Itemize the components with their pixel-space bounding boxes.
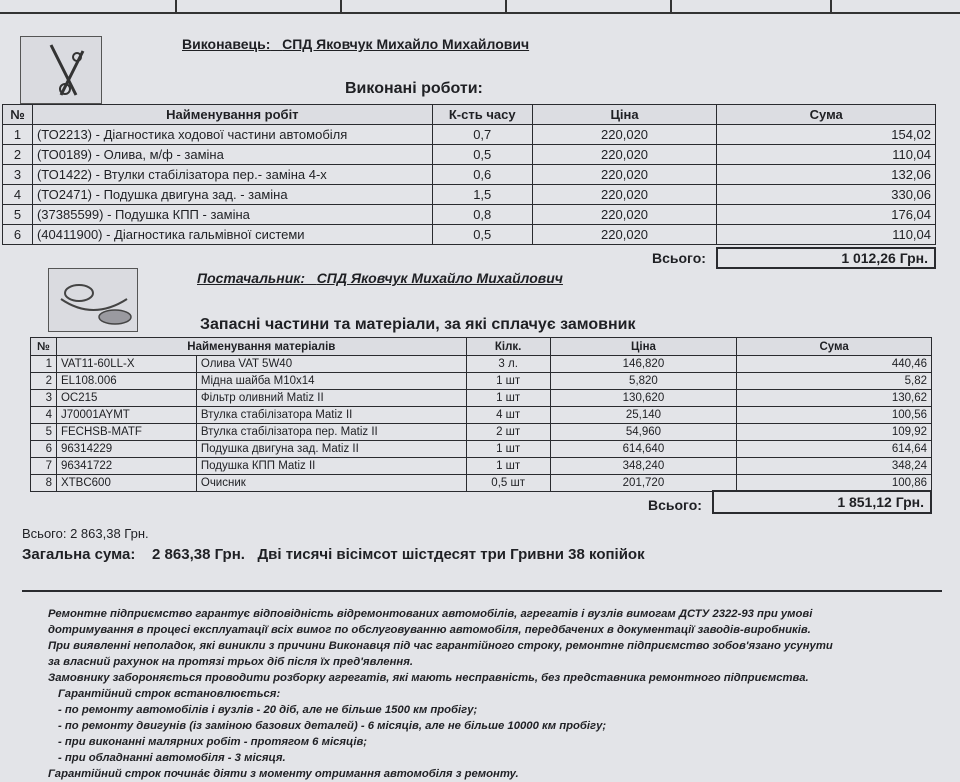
work-sum: 110,04	[717, 225, 936, 245]
guarantee-line: - по ремонту автомобілів і вузлів - 20 діб, але не більше 1500 км пробігу;	[58, 704, 478, 716]
works-total-value: 1 012,26 Грн.	[716, 247, 936, 269]
work-hours: 0,5	[432, 145, 532, 165]
table-row	[3, 185, 936, 205]
work-name: (37385599) - Подушка КПП - заміна	[32, 205, 432, 225]
col-number: №	[3, 105, 33, 125]
col-material-name: Найменування матеріалів	[56, 338, 466, 356]
guarantee-line: Ремонтне підприємство гарантує відповідність відремонтованих автомобілів, агрегатів і вузлів вимогам ДСТУ 2322-93 при умові	[48, 608, 813, 620]
work-hours: 0,8	[432, 205, 532, 225]
parts-logo-icon	[48, 268, 138, 332]
row-number: 5	[31, 424, 57, 441]
work-sum: 154,02	[717, 125, 936, 145]
parts-title: Запасні частини та матеріали, за які сплачує замовник	[200, 316, 636, 333]
table-row	[3, 165, 936, 185]
top-table-edge	[0, 0, 960, 14]
parts-table	[30, 337, 932, 492]
part-quantity: 1 шт	[466, 390, 550, 407]
table-row	[3, 225, 936, 245]
part-name: Втулка стабілізатора Matiz II	[196, 407, 466, 424]
part-quantity: 1 шт	[466, 373, 550, 390]
row-number: 4	[31, 407, 57, 424]
part-sum: 440,46	[737, 356, 932, 373]
executor-label: Виконавець:	[182, 36, 271, 52]
part-sum: 109,92	[737, 424, 932, 441]
parts-total-label: Всього:	[648, 497, 702, 513]
row-number: 1	[31, 356, 57, 373]
part-price: 5,820	[550, 373, 737, 390]
work-hours: 0,6	[432, 165, 532, 185]
work-price: 220,020	[532, 205, 717, 225]
part-code: VAT11-60LL-X	[56, 356, 196, 373]
part-code: 96341722	[56, 458, 196, 475]
part-code: FECHSB-MATF	[56, 424, 196, 441]
col-sum: Сума	[717, 105, 936, 125]
supplier-line	[197, 270, 563, 286]
work-price: 220,020	[532, 225, 717, 245]
supplier-name: СПД Яковчук Михайло Михайлович	[316, 270, 563, 286]
part-price: 614,640	[550, 441, 737, 458]
work-hours: 0,5	[432, 225, 532, 245]
part-code: 96314229	[56, 441, 196, 458]
work-price: 220,020	[532, 165, 717, 185]
parts-total-value: 1 851,12 Грн.	[712, 490, 932, 514]
col-price: Ціна	[550, 338, 737, 356]
guarantee-text	[48, 606, 948, 782]
guarantee-line: дотримування в процесі експлуатації всіх вимог по обслуговуванню автомобіля, передбачених в документації заводів-виробників.	[48, 624, 811, 636]
part-code: J70001AYMT	[56, 407, 196, 424]
part-name: Очисник	[196, 475, 466, 492]
row-number: 6	[31, 441, 57, 458]
guarantee-line: Замовнику забороняється проводити розборку агрегатів, які мають несправність, без представника ремонтного підприємства.	[48, 672, 809, 684]
part-price: 25,140	[550, 407, 737, 424]
row-number: 4	[3, 185, 33, 205]
part-name: Олива VAT 5W40	[196, 356, 466, 373]
row-number: 8	[31, 475, 57, 492]
executor-line	[182, 36, 529, 52]
guarantee-line: - при обладнанні автомобіля - 3 місяця.	[58, 752, 286, 764]
part-price: 54,960	[550, 424, 737, 441]
guarantee-line: Гарантійний строк встановлюється:	[58, 688, 281, 700]
part-quantity: 1 шт	[466, 458, 550, 475]
executor-name: СПД Яковчук Михайло Михайлович	[282, 36, 530, 52]
part-price: 146,820	[550, 356, 737, 373]
row-number: 6	[3, 225, 33, 245]
tools-logo-icon	[20, 36, 102, 104]
part-code: OC215	[56, 390, 196, 407]
supplier-label: Постачальник:	[197, 270, 306, 286]
guarantee-line: При виявленні неполадок, які виникли з причини Виконавця під час гарантійного строку, ремонтне підприємство зобов'язано усунути	[48, 640, 833, 652]
work-sum: 110,04	[717, 145, 936, 165]
table-row	[31, 407, 932, 424]
part-quantity: 4 шт	[466, 407, 550, 424]
part-sum: 5,82	[737, 373, 932, 390]
work-sum: 330,06	[717, 185, 936, 205]
row-number: 1	[3, 125, 33, 145]
work-sum: 132,06	[717, 165, 936, 185]
work-hours: 0,7	[432, 125, 532, 145]
part-quantity: 2 шт	[466, 424, 550, 441]
guarantee-line: - по ремонту двигунів (із заміною базових деталей) - 6 місяців, але не більше 10000 км пробігу;	[58, 720, 607, 732]
table-row	[3, 125, 936, 145]
part-sum: 130,62	[737, 390, 932, 407]
combined-total: Всього: 2 863,38 Грн.	[22, 526, 149, 541]
grand-total-label: Загальна сума:	[22, 546, 136, 563]
col-price: Ціна	[532, 105, 717, 125]
part-sum: 100,86	[737, 475, 932, 492]
part-code: EL108.006	[56, 373, 196, 390]
part-name: Подушка двигуна зад. Matiz II	[196, 441, 466, 458]
part-quantity: 1 шт	[466, 441, 550, 458]
part-quantity: 3 л.	[466, 356, 550, 373]
part-name: Фільтр оливний Matiz II	[196, 390, 466, 407]
part-price: 130,620	[550, 390, 737, 407]
table-row	[31, 390, 932, 407]
row-number: 2	[31, 373, 57, 390]
col-quantity: Кілк.	[466, 338, 550, 356]
work-price: 220,020	[532, 125, 717, 145]
works-title: Виконані роботи:	[345, 80, 483, 97]
table-row	[31, 475, 932, 492]
table-row	[3, 145, 936, 165]
part-code: XTBC600	[56, 475, 196, 492]
col-number: №	[31, 338, 57, 356]
table-row	[31, 424, 932, 441]
row-number: 3	[3, 165, 33, 185]
grand-total-words: Дві тисячі вісімсот шістдесят три Гривни 38 копійок	[257, 546, 645, 563]
part-name: Подушка КПП Matiz II	[196, 458, 466, 475]
work-name: (ТО1422) - Втулки стабілізатора пер.- заміна 4-х	[32, 165, 432, 185]
works-header-row	[3, 105, 936, 125]
part-sum: 348,24	[737, 458, 932, 475]
table-row	[31, 356, 932, 373]
part-price: 201,720	[550, 475, 737, 492]
table-row	[31, 441, 932, 458]
part-name: Втулка стабілізатора пер. Matiz II	[196, 424, 466, 441]
work-name: (ТО2471) - Подушка двигуна зад. - заміна	[32, 185, 432, 205]
guarantee-line: - при виконанні малярних робіт - протягом 6 місяців;	[58, 736, 368, 748]
col-work-name: Найменування робіт	[32, 105, 432, 125]
works-table	[2, 104, 936, 245]
work-sum: 176,04	[717, 205, 936, 225]
parts-header-row	[31, 338, 932, 356]
grand-total-value: 2 863,38 Грн.	[152, 546, 245, 563]
table-row	[3, 205, 936, 225]
work-hours: 1,5	[432, 185, 532, 205]
work-name: (ТО2213) - Діагностика ходової частини автомобіля	[32, 125, 432, 145]
col-sum: Сума	[737, 338, 932, 356]
work-price: 220,020	[532, 185, 717, 205]
guarantee-line: за власний рахунок на протязі трьох діб після їх пред'явлення.	[48, 656, 414, 668]
guarantee-line: Гарантійний строк почина́є діяти з моменту отримання автомобіля з ремонту.	[48, 768, 519, 780]
part-price: 348,240	[550, 458, 737, 475]
row-number: 5	[3, 205, 33, 225]
work-name: (ТО0189) - Олива, м/ф - заміна	[32, 145, 432, 165]
part-quantity: 0,5 шт	[466, 475, 550, 492]
separator-line	[22, 590, 942, 592]
col-hours: К-сть часу	[432, 105, 532, 125]
row-number: 7	[31, 458, 57, 475]
part-sum: 614,64	[737, 441, 932, 458]
grand-total-line	[22, 546, 645, 563]
row-number: 3	[31, 390, 57, 407]
part-sum: 100,56	[737, 407, 932, 424]
works-total-label: Всього:	[652, 250, 706, 266]
row-number: 2	[3, 145, 33, 165]
table-row	[31, 373, 932, 390]
table-row	[31, 458, 932, 475]
work-name: (40411900) - Діагностика гальмівної системи	[32, 225, 432, 245]
work-price: 220,020	[532, 145, 717, 165]
part-name: Мідна шайба М10х14	[196, 373, 466, 390]
